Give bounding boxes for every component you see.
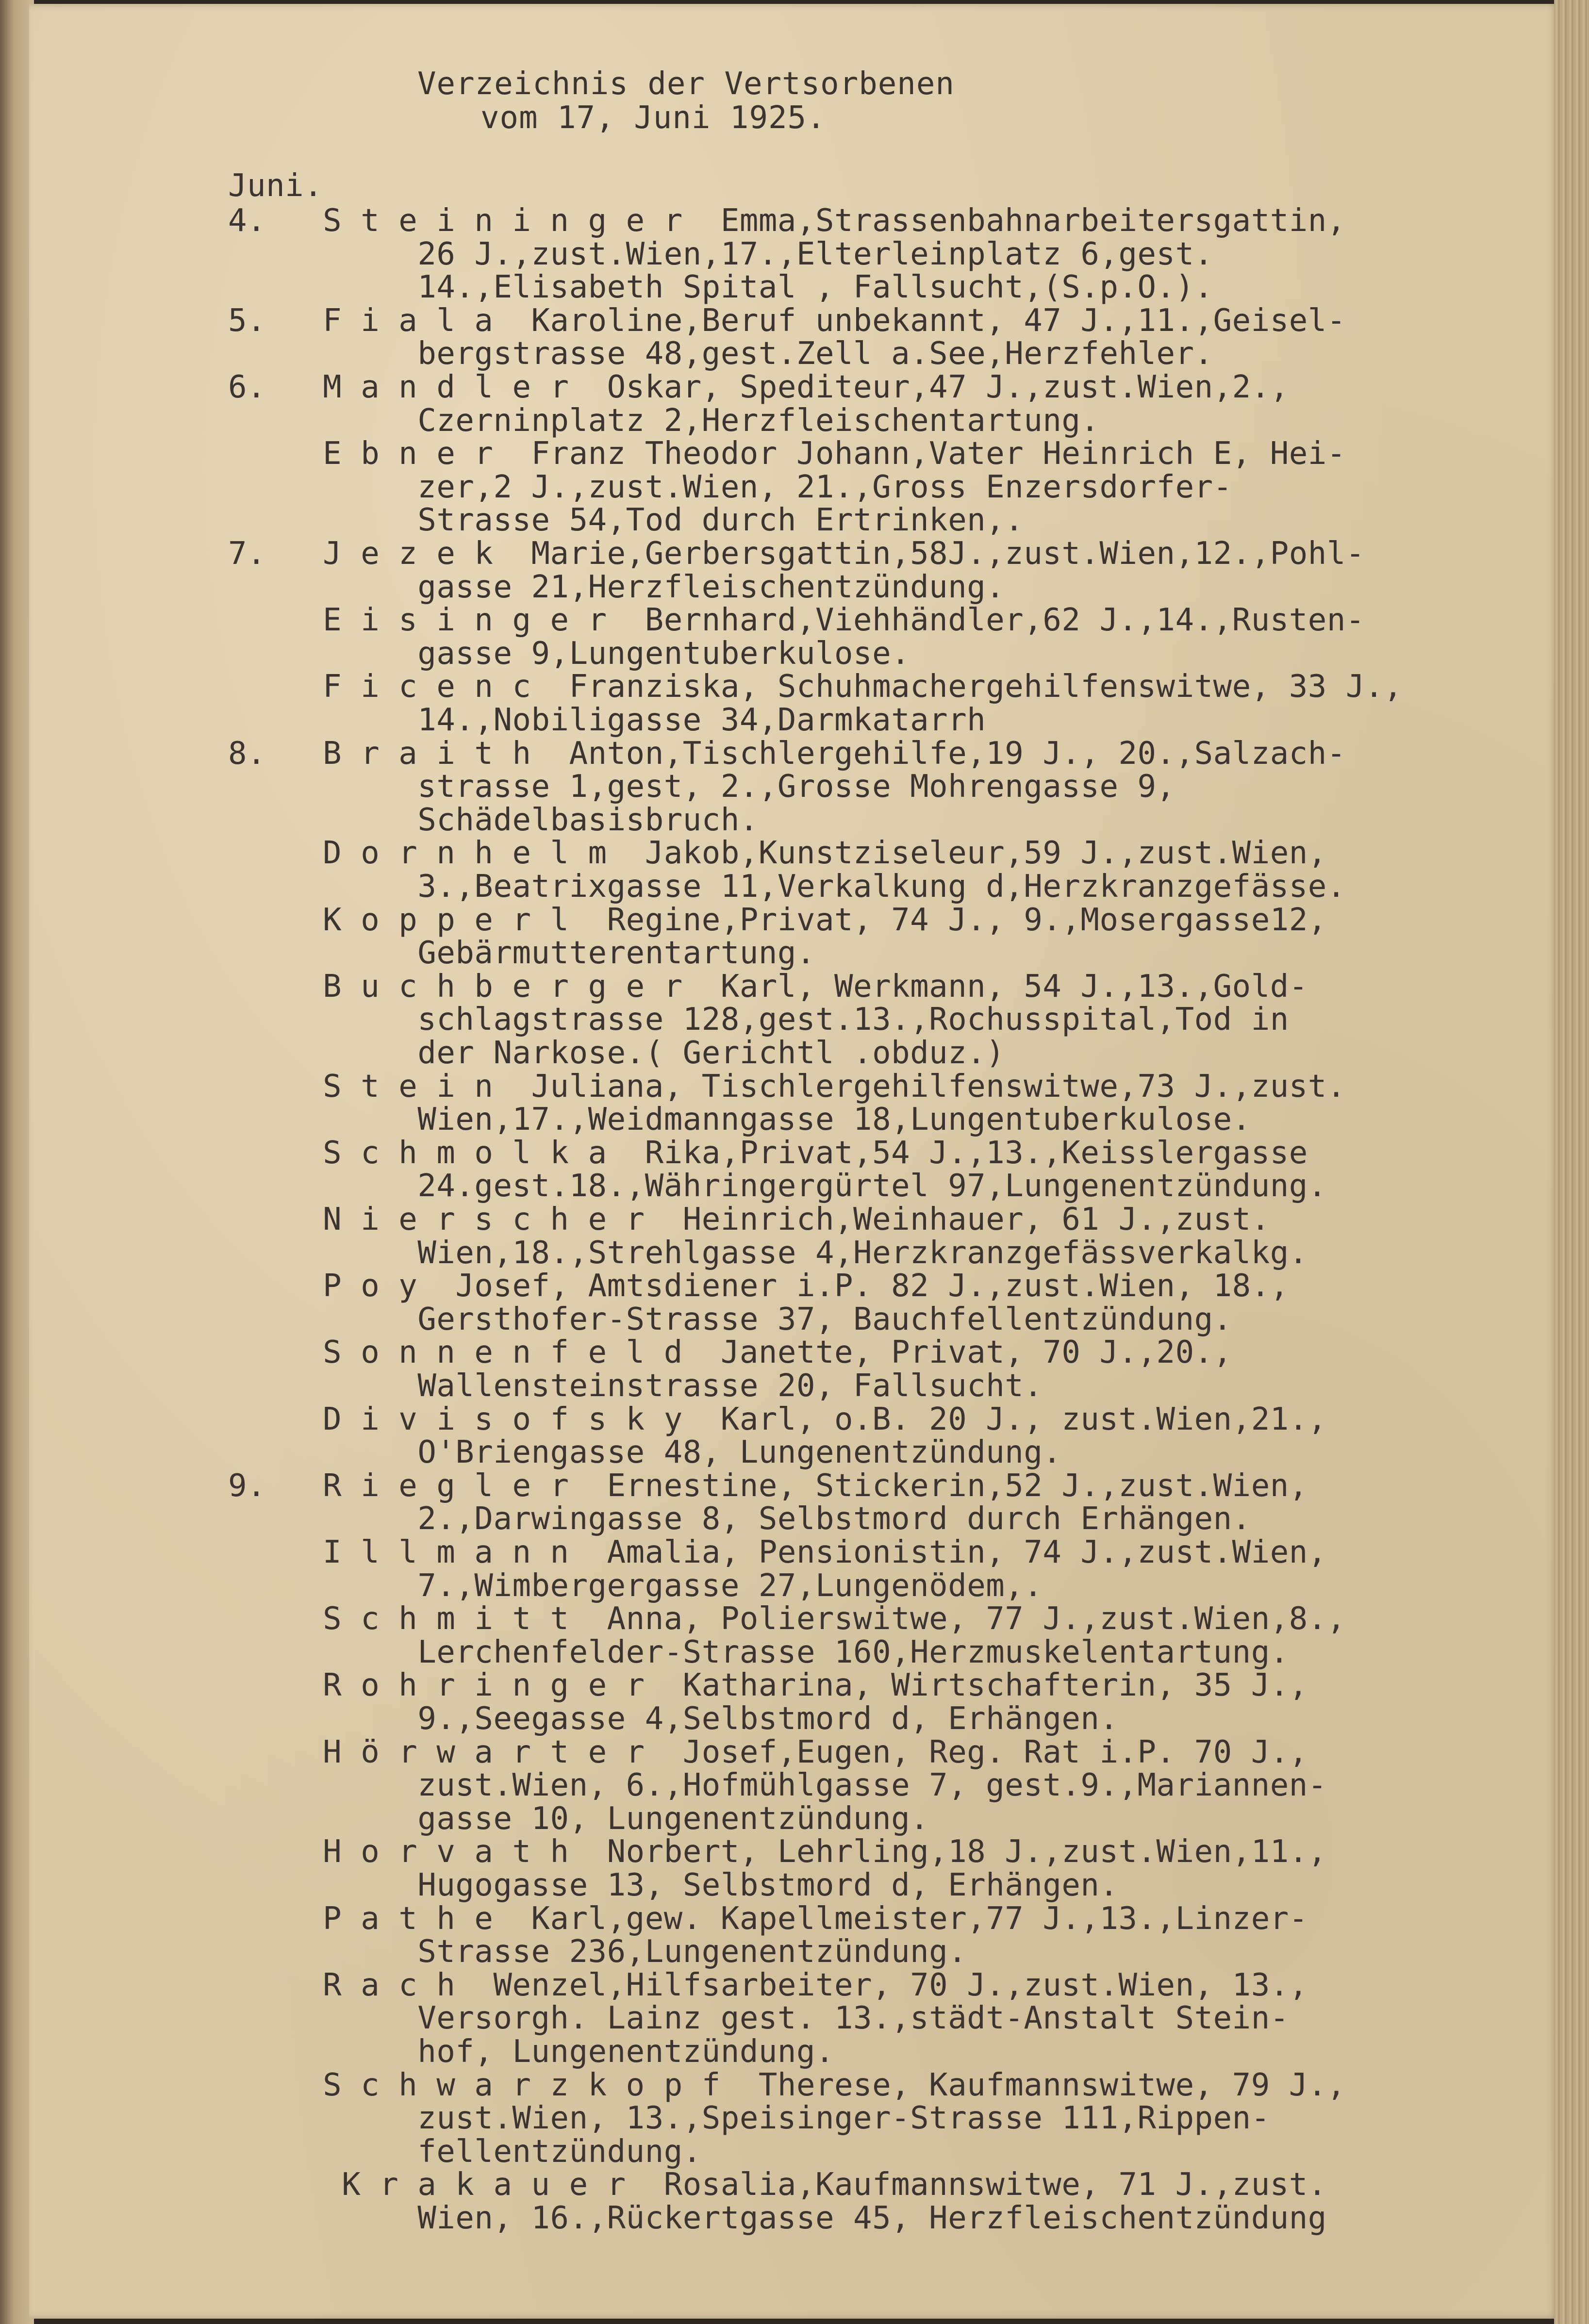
register-line: zer,2 J.,zust.Wien, 21.,Gross Enzersdorfer- [228, 469, 1232, 505]
document-text [29, 4, 1558, 2319]
register-line: R a c h Wenzel,Hilfsarbeiter, 70 J.,zust.Wien, 13., [228, 1967, 1308, 2003]
register-line: K o p p e r l Regine,Privat, 74 J., 9.,Mosergasse12, [228, 902, 1327, 938]
register-line: 8. B r a i t h Anton,Tischlergehilfe,19 J., 20.,Salzach- [228, 736, 1346, 772]
register-line: Gersthofer-Strasse 37, Bauchfellentzündung. [228, 1302, 1232, 1337]
register-line: 26 J.,zust.Wien,17.,Elterleinplatz 6,gest. [228, 236, 1213, 272]
register-line: N i e r s c h e r Heinrich,Weinhauer, 61 J.,zust. [228, 1202, 1270, 1237]
register-line: S t e i n Juliana, Tischlergehilfenswitwe,73 J.,zust. [228, 1069, 1346, 1104]
register-line: hof, Lungenentzündung. [228, 2034, 834, 2070]
document-title-line-2: vom 17, Juni 1925. [480, 100, 826, 136]
register-line: S o n n e n f e l d Janette, Privat, 70 J.,20., [228, 1335, 1232, 1370]
month-heading: Juni. [228, 168, 323, 204]
register-line: Wien, 16.,Rückertgasse 45, Herzfleischentzündung [228, 2200, 1327, 2236]
page-stack-edge [1554, 0, 1589, 2324]
register-line: gasse 9,Lungentuberkulose. [228, 636, 910, 672]
document-title-line-1: Verzeichnis der Vertsorbenen [417, 66, 955, 102]
register-line: bergstrasse 48,gest.Zell a.See,Herzfehler. [228, 336, 1213, 372]
register-line: 2.,Darwingasse 8, Selbstmord durch Erhängen. [228, 1501, 1251, 1537]
register-line: K r a k a u e r Rosalia,Kaufmannswitwe, 71 J.,zust. [228, 2167, 1327, 2203]
register-line: 9. R i e g l e r Ernestine, Stickerin,52 J.,zust.Wien, [228, 1468, 1308, 1504]
register-line: Lerchenfelder-Strasse 160,Herzmuskelentartung. [228, 1634, 1289, 1670]
register-line: D i v i s o f s k y Karl, o.B. 20 J., zust.Wien,21., [228, 1401, 1327, 1437]
register-line: E i s i n g e r Bernhard,Viehhändler,62 J.,14.,Rusten- [228, 602, 1365, 638]
register-line: F i c e n c Franziska, Schuhmachergehilfenswitwe, 33 J., [228, 669, 1403, 705]
register-line: schlagstrasse 128,gest.13.,Rochusspital,Tod in [228, 1002, 1289, 1038]
register-line: der Narkose.( Gerichtl .obduz.) [228, 1035, 1005, 1071]
document-sheet [29, 4, 1558, 2319]
register-line: Strasse 54,Tod durch Ertrinken,. [228, 502, 1024, 538]
register-line: B u c h b e r g e r Karl, Werkmann, 54 J.,13.,Gold- [228, 969, 1308, 1005]
register-line: Wien,18.,Strehlgasse 4,Herzkranzgefässverkalkg. [228, 1235, 1308, 1271]
register-line: D o r n h e l m Jakob,Kunstziseleur,59 J.,zust.Wien, [228, 835, 1327, 871]
register-line: H o r v a t h Norbert, Lehrling,18 J.,zust.Wien,11., [228, 1834, 1327, 1870]
register-line: fellentzündung. [228, 2134, 702, 2170]
register-line: S c h w a r z k o p f Therese, Kaufmannswitwe, 79 J., [228, 2067, 1346, 2103]
register-line: Gebärmutterentartung. [228, 935, 815, 971]
register-line: 6. M a n d l e r Oskar, Spediteur,47 J.,zust.Wien,2., [228, 369, 1289, 405]
register-line: strasse 1,gest, 2.,Grosse Mohrengasse 9, [228, 769, 1175, 805]
register-line: 4. S t e i n i n g e r Emma,Strassenbahnarbeitersgattin, [228, 203, 1346, 239]
register-line: zust.Wien, 6.,Hofmühlgasse 7, gest.9.,Mariannen- [228, 1767, 1327, 1803]
register-line: 7.,Wimbergergasse 27,Lungenödem,. [228, 1568, 1043, 1604]
register-line: O'Briengasse 48, Lungenentzündung. [228, 1434, 1062, 1470]
register-line: 9.,Seegasse 4,Selbstmord d, Erhängen. [228, 1701, 1119, 1737]
register-line: E b n e r Franz Theodor Johann,Vater Heinrich E, Hei- [228, 436, 1346, 472]
register-line: P a t h e Karl,gew. Kapellmeister,77 J.,13.,Linzer- [228, 1901, 1308, 1937]
register-line: Schädelbasisbruch. [228, 802, 759, 838]
register-line: 24.gest.18.,Währingergürtel 97,Lungenentzündung. [228, 1168, 1327, 1204]
register-line: Czerninplatz 2,Herzfleischentartung. [228, 403, 1100, 439]
register-line: 14.,Elisabeth Spital , Fallsucht,(S.p.O.). [228, 269, 1213, 305]
register-line: H ö r w a r t e r Josef,Eugen, Reg. Rat i.P. 70 J., [228, 1734, 1308, 1770]
register-line: Hugogasse 13, Selbstmord d, Erhängen. [228, 1867, 1119, 1903]
register-line: S c h m i t t Anna, Polierswitwe, 77 J.,zust.Wien,8., [228, 1601, 1346, 1637]
register-line: gasse 21,Herzfleischentzündung. [228, 569, 1005, 605]
register-line: S c h m o l k a Rika,Privat,54 J.,13.,Keisslergasse [228, 1135, 1308, 1171]
register-line: 5. F i a l a Karoline,Beruf unbekannt, 47 J.,11.,Geisel- [228, 303, 1346, 339]
register-line: gasse 10, Lungenentzündung. [228, 1801, 929, 1837]
register-line: P o y Josef, Amtsdiener i.P. 82 J.,zust.Wien, 18., [228, 1268, 1289, 1304]
register-line: I l l m a n n Amalia, Pensionistin, 74 J.,zust.Wien, [228, 1534, 1327, 1570]
register-line: zust.Wien, 13.,Speisinger-Strasse 111,Rippen- [228, 2100, 1270, 2136]
register-line: 7. J e z e k Marie,Gerbersgattin,58J.,zust.Wien,12.,Pohl- [228, 536, 1365, 572]
register-line: Wallensteinstrasse 20, Fallsucht. [228, 1368, 1043, 1404]
register-line: R o h r i n g e r Katharina, Wirtschafterin, 35 J., [228, 1667, 1308, 1703]
register-line: Versorgh. Lainz gest. 13.,städt-Anstalt Stein- [228, 2000, 1289, 2036]
register-line: Wien,17.,Weidmanngasse 18,Lungentuberkulose. [228, 1102, 1251, 1137]
register-line: 14.,Nobiligasse 34,Darmkatarrh [228, 702, 986, 738]
register-line: 3.,Beatrixgasse 11,Verkalkung d,Herzkranzgefässe. [228, 869, 1346, 905]
register-line: Strasse 236,Lungenentzündung. [228, 1934, 967, 1970]
